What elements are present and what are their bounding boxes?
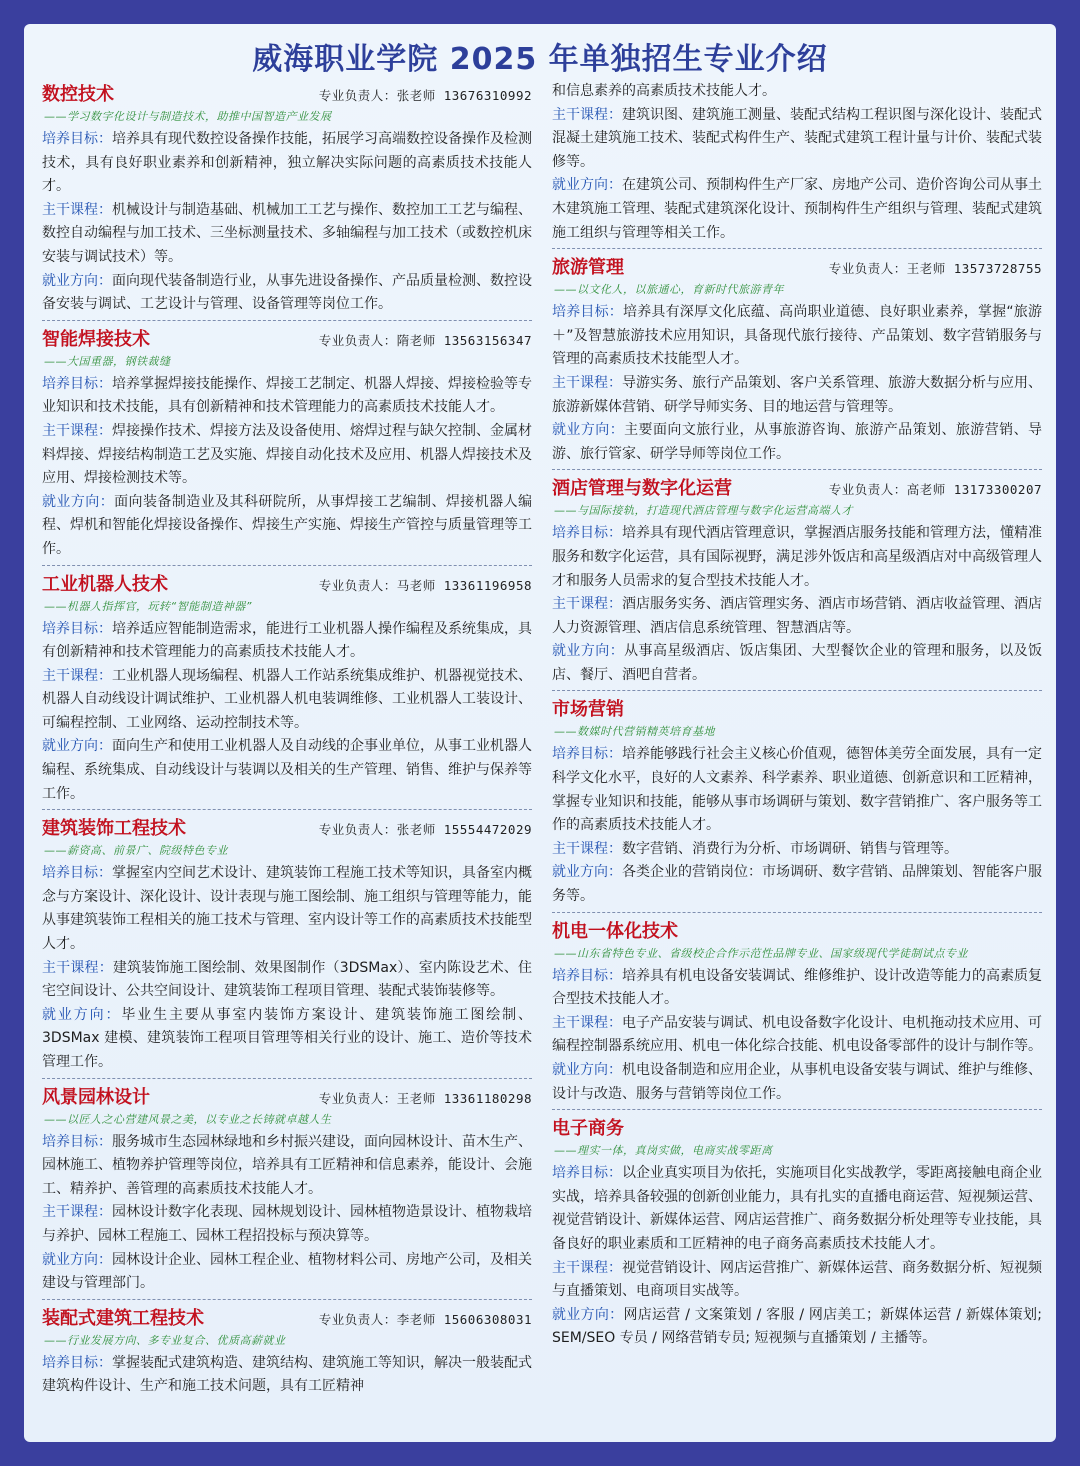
major-slogan: ——大国重器，钢铁裁缝 (44, 354, 171, 368)
jobs-text: 就业方向：面向生产和使用工业机器人及自动线的企事业单位，从事工业机器人编程、系统集成、自动线设计与装调以及相关的生产管理、销售、维护与保养等工作。 (42, 738, 532, 802)
major-contact: 专业负责人：隋老师 13563156347 (318, 332, 532, 348)
goal-label: 培养目标： (42, 1354, 112, 1371)
courses-text: 主干课程：酒店服务实务、酒店管理实务、酒店市场营销、酒店收益管理、酒店人力资源管理、酒店信息系统管理、智慧酒店等。 (552, 596, 1042, 636)
courses-label: 主干课程： (552, 106, 622, 123)
major-robotics (42, 570, 532, 811)
goal-text: 培养目标：以企业真实项目为依托，实施项目化实战教学，零距离接触电商企业实战，培养具备较强的创新创业能力，具有扎实的直播电商运营、短视频运营、视觉营销设计、新媒体运营、网店运营推广、商务数据分析处理等专业技能，具备良好的职业素质和工匠精神的电子商务高素质技术技能人才。 (552, 1165, 1042, 1252)
courses-label: 主干课程： (42, 667, 112, 684)
major-contact: 专业负责人：李老师 15606308031 (318, 1311, 532, 1327)
goal-text: 培养目标：培养掌握焊接技能操作、焊接工艺制定、机器人焊接、焊接检验等专业知识和技术技能，具有创新精神和技术管理能力的高素质技术技能人才。 (42, 375, 532, 416)
courses-label: 主干课程： (552, 1014, 622, 1031)
jobs-text: 就业方向：毕业生主要从事室内装饰方案设计、建筑装饰施工图绘制、3DSMax 建模、建筑装饰工程项目管理等相关行业的设计、施工、造价等技术管理工作。 (42, 1006, 533, 1070)
courses-text: 主干课程：建筑装饰施工图绘制、效果图制作（3DSMax）、室内陈设艺术、住宅空间设计、公共空间设计、建筑装饰工程项目管理、装配式装饰装修等。 (42, 959, 532, 1000)
left-column (42, 80, 532, 1406)
jobs-text: 就业方向：园林设计企业、园林工程企业、植物材料公司、房地产公司，及相关建设与管理部门。 (42, 1251, 532, 1292)
major-ecommerce (552, 1114, 1042, 1354)
major-contact: 专业负责人：张老师 13676310992 (318, 88, 532, 103)
goal-label: 培养目标： (552, 967, 622, 984)
major-cnc (42, 80, 532, 321)
jobs-text: 就业方向：各类企业的营销岗位：市场调研、数字营销、品牌策划、智能客户服务等。 (552, 864, 1042, 905)
courses-label: 主干课程： (42, 1204, 112, 1221)
major-name: 电子商务 (552, 1118, 624, 1140)
major-contact: 专业负责人：张老师 15554472029 (318, 822, 532, 838)
courses-text: 主干课程：焊接操作技术、焊接方法及设备使用、熔焊过程与缺欠控制、金属材料焊接、焊接结构制造工艺及实施、焊接自动化技术及应用、机器人焊接技术及应用、焊接检测技术等。 (42, 422, 532, 487)
right-column (552, 80, 1042, 1358)
jobs-text: 就业方向：面向现代装备制造行业，从事先进设备操作、产品质量检测、数控设备安装与调试、工艺设计与管理、设备管理等岗位工作。 (42, 272, 532, 313)
jobs-label: 就业方向： (42, 493, 115, 510)
major-slogan: ——山东省特色专业、省级校企合作示范性品牌专业、国家级现代学徒制试点专业 (554, 946, 968, 960)
jobs-label: 就业方向： (42, 1251, 112, 1268)
major-name: 装配式建筑工程技术 (42, 1307, 204, 1329)
major-slogan: ——行业发展方向、多专业复合、优质高薪就业 (44, 1333, 286, 1347)
courses-label: 主干课程： (552, 374, 622, 391)
major-contact: 专业负责人：马老师 13361196958 (318, 577, 532, 593)
goal-label: 培养目标： (42, 131, 112, 147)
courses-text: 主干课程：机械设计与制造基础、机械加工工艺与操作、数控加工工艺与编程、数控自动编程与加工技术、三坐标测量技术、多轴编程与加工技术（或数控机床安装与调试技术）等。 (42, 201, 532, 265)
jobs-label: 就业方向： (552, 422, 625, 439)
major-name: 风景园林设计 (42, 1086, 150, 1108)
courses-label: 主干课程： (552, 596, 622, 613)
major-slogan: ——与国际接轨，打造现代酒店管理与数字化运营高端人才 (554, 504, 853, 518)
goal-text: 培养目标：培养具有现代酒店管理意识，掌握酒店服务技能和管理方法，懂精准服务和数字化运营，具有国际视野，满足涉外饭店和高星级酒店对中高级管理人才和服务人员需求的复合型技术技能人才。 (552, 525, 1042, 589)
jobs-label: 就业方向： (552, 643, 625, 660)
major-mechatronics (552, 917, 1042, 1111)
major-slogan: ——以文化人，以旅通心，育新时代旅游青年 (554, 283, 784, 297)
courses-text: 主干课程：数字营销、消费行为分析、市场调研、销售与管理等。 (552, 840, 958, 857)
goal-text: 培养目标：掌握室内空间艺术设计、建筑装饰工程施工技术等知识，具备室内概念与方案设计、深化设计、设计表现与施工图绘制、施工组织与管理等能力，能从事建筑装饰工程相关的施工技术与管理、室内设计等工作的高素质技术技能型人才。 (42, 865, 532, 953)
courses-label: 主干课程： (42, 201, 112, 218)
goal-label: 培养目标： (552, 525, 622, 542)
major-contact: 专业负责人：王老师 13573728755 (828, 261, 1042, 277)
major-name: 数控技术 (42, 84, 114, 105)
major-name: 酒店管理与数字化运营 (552, 478, 732, 500)
major-contact: 专业负责人：高老师 13173300207 (828, 482, 1042, 498)
major-decoration (42, 814, 532, 1078)
goal-text: 培养目标：培养适应智能制造需求，能进行工业机器人操作编程及系统集成，具有创新精神和技术管理能力的高素质技术技能人才。 (42, 620, 532, 661)
goal-continued-text: 和信息素养的高素质技术技能人才。 (552, 83, 776, 99)
major-slogan: ——以匠人之心营建风景之美，以专业之长铸就卓越人生 (44, 1112, 332, 1126)
jobs-label: 就业方向： (552, 864, 622, 881)
goal-text: 培养目标：培养具有深厚文化底蕴、高尚职业道德、良好职业素养，掌握“旅游＋”及智慧旅游技术应用知识，具备现代旅行接待、产品策划、数字营销服务与管理的高素质技术技能型人才。 (552, 304, 1042, 368)
goal-label: 培养目标： (42, 1133, 112, 1150)
courses-label: 主干课程： (552, 1259, 622, 1276)
goal-text: 培养目标：培养能够践行社会主义核心价值观，德智体美劳全面发展，具有一定科学文化水平，良好的人文素养、科学素养、职业道德、创新意识和工匠精神，掌握专业知识和技能，能够从事市场调研与策划、数字营销推广、客户服务等工作的高素质技术技能人才。 (552, 746, 1042, 834)
courses-text: 主干课程：导游实务、旅行产品策划、客户关系管理、旅游大数据分析与应用、旅游新媒体营销、研学导师实务、目的地运营与管理等。 (552, 374, 1042, 415)
courses-label: 主干课程： (552, 840, 622, 857)
major-name: 工业机器人技术 (42, 573, 168, 595)
courses-text: 主干课程：建筑识图、建筑施工测量、装配式结构工程识图与深化设计、装配式混凝土建筑施工技术、装配式构件生产、装配式建筑工程计量与计价、装配式装修等。 (552, 106, 1042, 170)
major-slogan: ——学习数字化设计与制造技术，助推中国智造产业发展 (44, 110, 332, 123)
jobs-label: 就业方向： (552, 1306, 624, 1323)
major-welding (42, 325, 532, 566)
jobs-label: 就业方向： (42, 738, 112, 755)
major-prefab (42, 1304, 532, 1402)
major-contact: 专业负责人：王老师 13361180298 (318, 1090, 532, 1106)
jobs-text: 就业方向：主要面向文旅行业，从事旅游咨询、旅游产品策划、旅游营销、导游、旅行管家、研学导师等岗位工作。 (552, 422, 1043, 462)
brochure-sheet (24, 24, 1056, 1442)
goal-label: 培养目标： (42, 865, 112, 882)
courses-text: 主干课程：工业机器人现场编程、机器人工作站系统集成维护、机器视觉技术、机器人自动线设计调试维护、工业机器人机电装调维修、工业机器人工装设计、可编程控制、工业网络、运动控制技术等。 (42, 667, 532, 731)
courses-text: 主干课程：园林设计数字化表现、园林规划设计、园林植物造景设计、植物栽培与养护、园林工程施工、园林工程招投标与预决算等。 (42, 1204, 532, 1244)
jobs-text: 就业方向：面向装备制造业及其科研院所，从事焊接工艺编制、焊接机器人编程、焊机和智能化焊接设备操作、焊接生产实施、焊接生产管控与质量管理等工作。 (42, 493, 533, 557)
major-slogan: ——薪资高、前景广、院级特色专业 (44, 844, 228, 858)
major-slogan: ——数媒时代营销精英培育基地 (554, 725, 715, 739)
major-name: 建筑装饰工程技术 (42, 818, 186, 840)
goal-label: 培养目标： (552, 1165, 622, 1182)
jobs-text: 就业方向：网店运营 / 文案策划 / 客服 / 网店美工；新媒体运营 / 新媒体策划; SEM/SEO 专员 / 网络营销专员; 短视频与直播策划 / 主播等。 (552, 1306, 1043, 1347)
goal-text: 培养目标：掌握装配式建筑构造、建筑结构、建筑施工等知识，解决一般装配式建筑构件设计、生产和施工技术问题，具有工匠精神 (42, 1354, 532, 1395)
major-slogan: ——理实一体，真岗实做，电商实战零距离 (554, 1144, 773, 1158)
jobs-text: 就业方向：从事高星级酒店、饭店集团、大型餐饮企业的管理和服务，以及饭店、餐厅、酒吧自营者。 (552, 643, 1043, 683)
major-tourism (552, 253, 1042, 470)
goal-label: 培养目标： (42, 375, 112, 392)
major-marketing (552, 695, 1042, 912)
jobs-label: 就业方向： (552, 1062, 622, 1078)
major-landscape (42, 1083, 532, 1300)
major-hotel (552, 474, 1042, 691)
goal-label: 培养目标： (552, 304, 623, 321)
courses-text: 主干课程：视觉营销设计、网店运营推广、新媒体运营、商务数据分析、短视频与直播策划、电商项目实战等。 (552, 1259, 1042, 1300)
major-prefab-continued (552, 80, 1042, 249)
jobs-label: 就业方向： (42, 272, 112, 289)
jobs-label: 就业方向： (552, 177, 622, 194)
jobs-label: 就业方向： (42, 1006, 122, 1023)
jobs-text: 就业方向：机电设备制造和应用企业，从事机电设备安装与调试、维护与维修、设计与改造、服务与营销等岗位工作。 (552, 1062, 1042, 1102)
courses-text: 主干课程：电子产品安装与调试、机电设备数字化设计、电机拖动技术应用、可编程控制器系统应用、机电一体化综合技能、机电设备零部件的设计与制作等。 (552, 1014, 1042, 1055)
goal-text: 培养目标：服务城市生态园林绿地和乡村振兴建设，面向园林设计、苗木生产、园林施工、植物养护管理等岗位，培养具有工匠精神和信息素养，能设计、会施工、精养护、善管理的高素质技术技能人才。 (42, 1133, 532, 1197)
goal-label: 培养目标： (552, 746, 622, 763)
page-title: 威海职业学院 2025 年单独招生专业介绍 (252, 42, 828, 77)
major-name: 智能焊接技术 (42, 328, 150, 350)
jobs-text: 就业方向：在建筑公司、预制构件生产厂家、房地产公司、造价咨询公司从事土木建筑施工管理、装配式建筑深化设计、预制构件生产组织与管理、装配式建筑施工组织与管理等相关工作。 (552, 177, 1042, 241)
courses-label: 主干课程： (42, 422, 112, 439)
major-name: 机电一体化技术 (552, 920, 678, 942)
goal-label: 培养目标： (42, 620, 112, 637)
major-slogan: ——机器人指挥官，玩转“智能制造神器” (44, 599, 252, 613)
major-name: 旅游管理 (552, 257, 624, 279)
goal-text: 培养目标：培养具有机电设备安装调试、维修维护、设计改造等能力的高素质复合型技术技能人才。 (552, 967, 1042, 1008)
major-name: 市场营销 (552, 699, 624, 721)
goal-text: 培养目标：培养具有现代数控设备操作技能，拓展学习高端数控设备操作及检测技术，具有良好职业素养和创新精神，独立解决实际问题的高素质技术技能人才。 (42, 131, 532, 195)
courses-label: 主干课程： (42, 959, 113, 976)
